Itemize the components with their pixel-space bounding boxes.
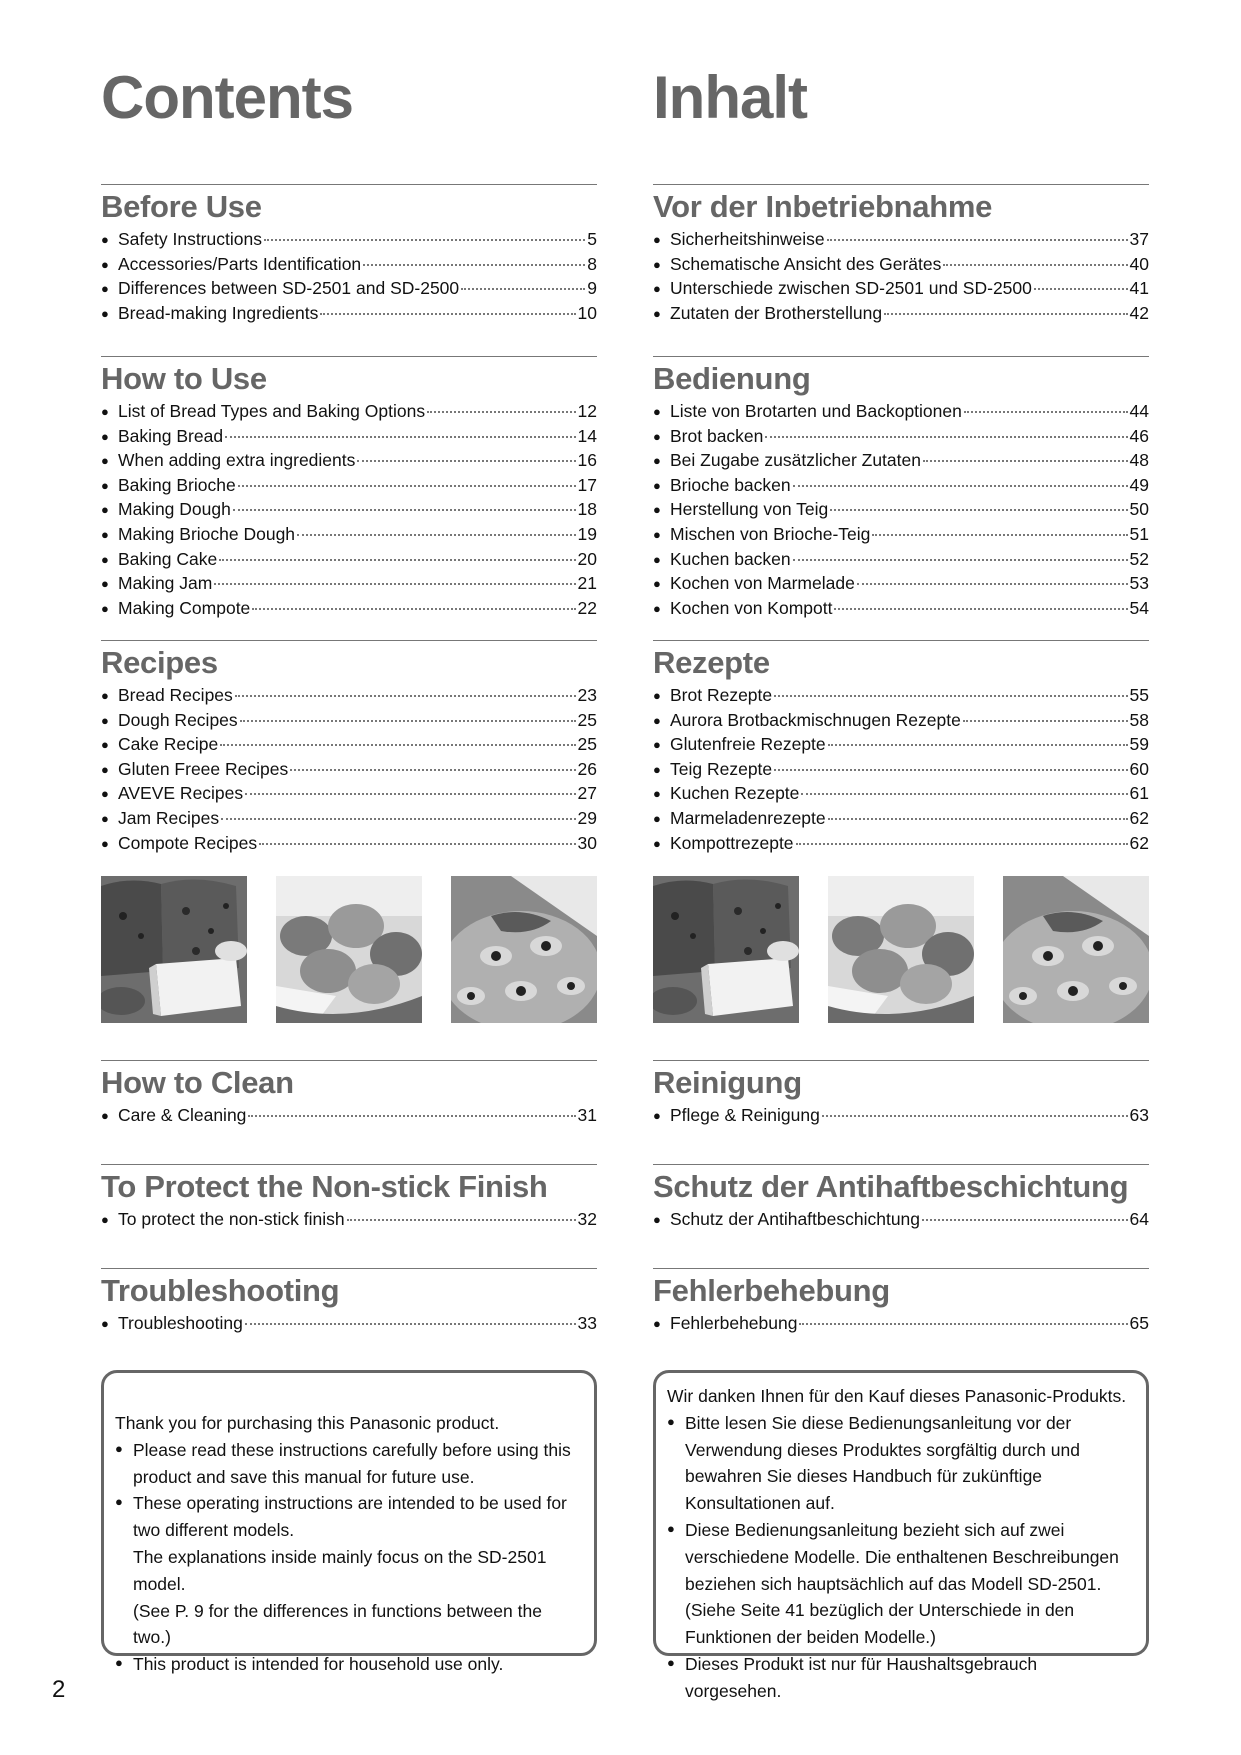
toc-entry[interactable]: ● Fehlerbehebung 65: [653, 1312, 1149, 1337]
notice-intro: Thank you for purchasing this Panasonic product.: [115, 1413, 500, 1433]
toc-entry[interactable]: ● Jam Recipes 29: [101, 807, 597, 832]
toc-entry[interactable]: ● Glutenfreie Rezepte 59: [653, 733, 1149, 758]
toc-entry[interactable]: ● Accessories/Parts Identification 8: [101, 253, 597, 278]
pizza-photo: [451, 876, 597, 1023]
bullet-icon: ●: [115, 1655, 123, 1671]
toc-entry[interactable]: ● Marmeladenrezepte 62: [653, 807, 1149, 832]
bullet-icon: ●: [653, 232, 661, 247]
toc-entry[interactable]: ● Brot Rezepte 55: [653, 684, 1149, 709]
toc-entry[interactable]: ● Troubleshooting 33: [101, 1312, 597, 1337]
bullet-icon: ●: [101, 526, 109, 542]
bullet-icon: ●: [653, 737, 661, 753]
section-how-to-clean: [101, 1060, 597, 1129]
bullet-icon: ●: [101, 1108, 109, 1123]
bullet-icon: ●: [101, 835, 109, 851]
food-photo-strip: [653, 876, 1149, 1023]
toc-entry[interactable]: ● Baking Brioche 17: [101, 474, 597, 499]
toc-entry[interactable]: ● Kuchen backen 52: [653, 548, 1149, 573]
toc-entry[interactable]: ● Kuchen Rezepte 61: [653, 782, 1149, 807]
bullet-icon: ●: [101, 761, 109, 777]
bread-rolls-photo: [828, 876, 974, 1023]
bread-loaf-photo: [101, 876, 247, 1023]
bullet-icon: ●: [653, 1316, 661, 1331]
bullet-icon: ●: [653, 712, 661, 728]
section-fehlerbehebung: [653, 1268, 1149, 1337]
bullet-icon: ●: [653, 688, 661, 703]
bullet-icon: ●: [115, 1494, 123, 1510]
section-title: Rezepte: [653, 645, 770, 680]
bullet-icon: ●: [653, 305, 661, 321]
section-title: Reinigung: [653, 1065, 802, 1100]
section-title: Troubleshooting: [101, 1273, 340, 1308]
food-photo-strip: [101, 876, 597, 1023]
bullet-icon: ●: [101, 281, 109, 297]
bullet-icon: ●: [667, 1654, 675, 1670]
toc-entry[interactable]: ● Sicherheitshinweise 37: [653, 228, 1149, 253]
bullet-icon: ●: [653, 1212, 661, 1227]
section-before-use: [101, 184, 597, 326]
bullet-icon: ●: [653, 810, 661, 826]
notice-bullet: ● Dieses Produkt ist nur für Haushaltsgebrauch vorgesehen.: [667, 1651, 1132, 1705]
section-antihaftbeschichtung: [653, 1164, 1149, 1233]
toc-entry[interactable]: ● Differences between SD-2501 and SD-2500 9: [101, 277, 597, 302]
bullet-icon: ●: [653, 477, 661, 493]
bullet-icon: ●: [653, 256, 661, 272]
page-number: 2: [52, 1676, 66, 1703]
bullet-icon: ●: [667, 1520, 675, 1536]
toc-entry[interactable]: ● Pflege & Reinigung 63: [653, 1104, 1149, 1129]
section-bedienung: [653, 356, 1149, 621]
toc-entry[interactable]: ● Bread-making Ingredients 10: [101, 302, 597, 327]
bullet-icon: ●: [101, 477, 109, 493]
toc-entry[interactable]: ● Cake Recipe 25: [101, 733, 597, 758]
page-title: Contents: [101, 64, 353, 131]
toc-entry[interactable]: ● Compote Recipes 30: [101, 832, 597, 857]
bullet-icon: ●: [101, 232, 109, 247]
notice-bullet: ● Diese Bedienungsanleitung bezieht sich auf zwei verschiedene Modelle. Die enthaltenen Beschreibungen beziehen sich hauptsächlich auf das Modell SD-2501. (Siehe Seite 41 bezüglich der Unterschiede in den Funktionen der beiden Modelle.): [667, 1517, 1132, 1651]
notice-bullet: ● Please read these instructions carefully before using this product and save this manual for future use.: [115, 1437, 576, 1491]
section-title: How to Clean: [101, 1065, 294, 1100]
toc-entry[interactable]: ● Dough Recipes 25: [101, 709, 597, 734]
bullet-icon: ●: [653, 502, 661, 518]
section-title: Before Use: [101, 189, 262, 224]
section-troubleshooting: [101, 1268, 597, 1337]
notice-intro: Wir danken Ihnen für den Kauf dieses Panasonic-Produkts.: [667, 1386, 1127, 1406]
toc-entry[interactable]: ● Bread Recipes 23: [101, 684, 597, 709]
section-title: Bedienung: [653, 361, 811, 396]
bullet-icon: ●: [653, 526, 661, 542]
page-title: Inhalt: [653, 64, 807, 131]
section-non-stick: [101, 1164, 597, 1233]
notice-box: [653, 1370, 1149, 1701]
bullet-icon: ●: [101, 404, 109, 419]
toc-entry[interactable]: ● Care & Cleaning 31: [101, 1104, 597, 1129]
section-title: Schutz der Antihaftbeschichtung: [653, 1169, 1129, 1204]
toc-entry[interactable]: ● When adding extra ingredients 16: [101, 449, 597, 474]
toc-entry[interactable]: ● Baking Bread 14: [101, 425, 597, 450]
notice-box: [101, 1370, 597, 1675]
bullet-icon: ●: [101, 712, 109, 728]
toc-entry[interactable]: ● List of Bread Types and Baking Options 12: [101, 400, 597, 425]
section-title: Fehlerbehebung: [653, 1273, 890, 1308]
section-how-to-use: [101, 356, 597, 621]
toc-entry[interactable]: ● Zutaten der Brotherstellung 42: [653, 302, 1149, 327]
toc-entry[interactable]: ● Kochen von Marmelade 53: [653, 572, 1149, 597]
bullet-icon: ●: [101, 305, 109, 321]
toc-entry[interactable]: ● Kompottrezepte 62: [653, 832, 1149, 857]
toc-entry[interactable]: ● AVEVE Recipes 27: [101, 782, 597, 807]
bread-loaf-photo: [653, 876, 799, 1023]
toc-entry[interactable]: ● Safety Instructions 5: [101, 228, 597, 253]
bullet-icon: ●: [101, 737, 109, 753]
pizza-photo: [1003, 876, 1149, 1023]
toc-entry[interactable]: ● Liste von Brotarten und Backoptionen 44: [653, 400, 1149, 425]
bullet-icon: ●: [101, 688, 109, 703]
section-vor-der-inbetriebnahme: [653, 184, 1149, 326]
toc-entry[interactable]: ● Gluten Freee Recipes 26: [101, 758, 597, 783]
bullet-icon: ●: [653, 428, 661, 444]
toc-entry[interactable]: ● Brioche backen 49: [653, 474, 1149, 499]
toc-entry[interactable]: ● To protect the non-stick finish 32: [101, 1208, 597, 1233]
toc-entry[interactable]: ● Making Brioche Dough 19: [101, 523, 597, 548]
notice-bullet: ● These operating instructions are intended to be used for two different models. The explanations inside mainly focus on the SD-2501 model. (See P. 9 for the differences in functions between the two.): [115, 1490, 576, 1651]
bullet-icon: ●: [653, 453, 661, 469]
bullet-icon: ●: [101, 810, 109, 826]
bullet-icon: ●: [101, 786, 109, 802]
bullet-icon: ●: [653, 761, 661, 777]
bullet-icon: ●: [667, 1413, 675, 1429]
toc-entry[interactable]: ● Baking Cake 20: [101, 548, 597, 573]
notice-bullet: ● Bitte lesen Sie diese Bedienungsanleitung vor der Verwendung dieses Produktes sorgfältig durch und bewahren Sie dieses Handbuch für zukünftige Konsultationen auf.: [667, 1410, 1132, 1517]
bullet-icon: ●: [653, 404, 661, 419]
toc-entry[interactable]: ● Teig Rezepte 60: [653, 758, 1149, 783]
toc-entry[interactable]: ● Bei Zugabe zusätzlicher Zutaten 48: [653, 449, 1149, 474]
toc-entry[interactable]: ● Schematische Ansicht des Gerätes 40: [653, 253, 1149, 278]
toc-entry[interactable]: ● Brot backen 46: [653, 425, 1149, 450]
bullet-icon: ●: [653, 551, 661, 567]
bullet-icon: ●: [101, 256, 109, 272]
bullet-icon: ●: [101, 453, 109, 469]
toc-entry[interactable]: ● Making Dough 18: [101, 498, 597, 523]
bullet-icon: ●: [101, 551, 109, 567]
toc-entry[interactable]: ● Mischen von Brioche-Teig 51: [653, 523, 1149, 548]
toc-entry[interactable]: ● Herstellung von Teig 50: [653, 498, 1149, 523]
toc-entry[interactable]: ● Kochen von Kompott 54: [653, 597, 1149, 622]
bullet-icon: ●: [101, 576, 109, 592]
section-title: Vor der Inbetriebnahme: [653, 189, 993, 224]
section-recipes: [101, 640, 597, 856]
section-rezepte: [653, 640, 1149, 856]
section-reinigung: [653, 1060, 1149, 1129]
toc-entry[interactable]: ● Unterschiede zwischen SD-2501 und SD-2500 41: [653, 277, 1149, 302]
section-title: To Protect the Non-stick Finish: [101, 1169, 548, 1204]
bullet-icon: ●: [653, 600, 661, 616]
toc-entry[interactable]: ● Making Jam 21: [101, 572, 597, 597]
section-title: Recipes: [101, 645, 218, 680]
bullet-icon: ●: [101, 502, 109, 518]
bullet-icon: ●: [653, 835, 661, 851]
bullet-icon: ●: [101, 1212, 109, 1227]
bullet-icon: ●: [653, 1108, 661, 1123]
bullet-icon: ●: [101, 1316, 109, 1331]
bullet-icon: ●: [653, 281, 661, 297]
bullet-icon: ●: [101, 428, 109, 444]
bullet-icon: ●: [115, 1440, 123, 1456]
bullet-icon: ●: [653, 576, 661, 592]
bread-rolls-photo: [276, 876, 422, 1023]
toc-entry[interactable]: ● Aurora Brotbackmischnugen Rezepte 58: [653, 709, 1149, 734]
toc-entry[interactable]: ● Schutz der Antihaftbeschichtung 64: [653, 1208, 1149, 1233]
section-title: How to Use: [101, 361, 267, 396]
toc-entry[interactable]: ● Making Compote 22: [101, 597, 597, 622]
bullet-icon: ●: [101, 600, 109, 616]
notice-bullet: ● This product is intended for household use only.: [115, 1651, 576, 1678]
bullet-icon: ●: [653, 786, 661, 802]
